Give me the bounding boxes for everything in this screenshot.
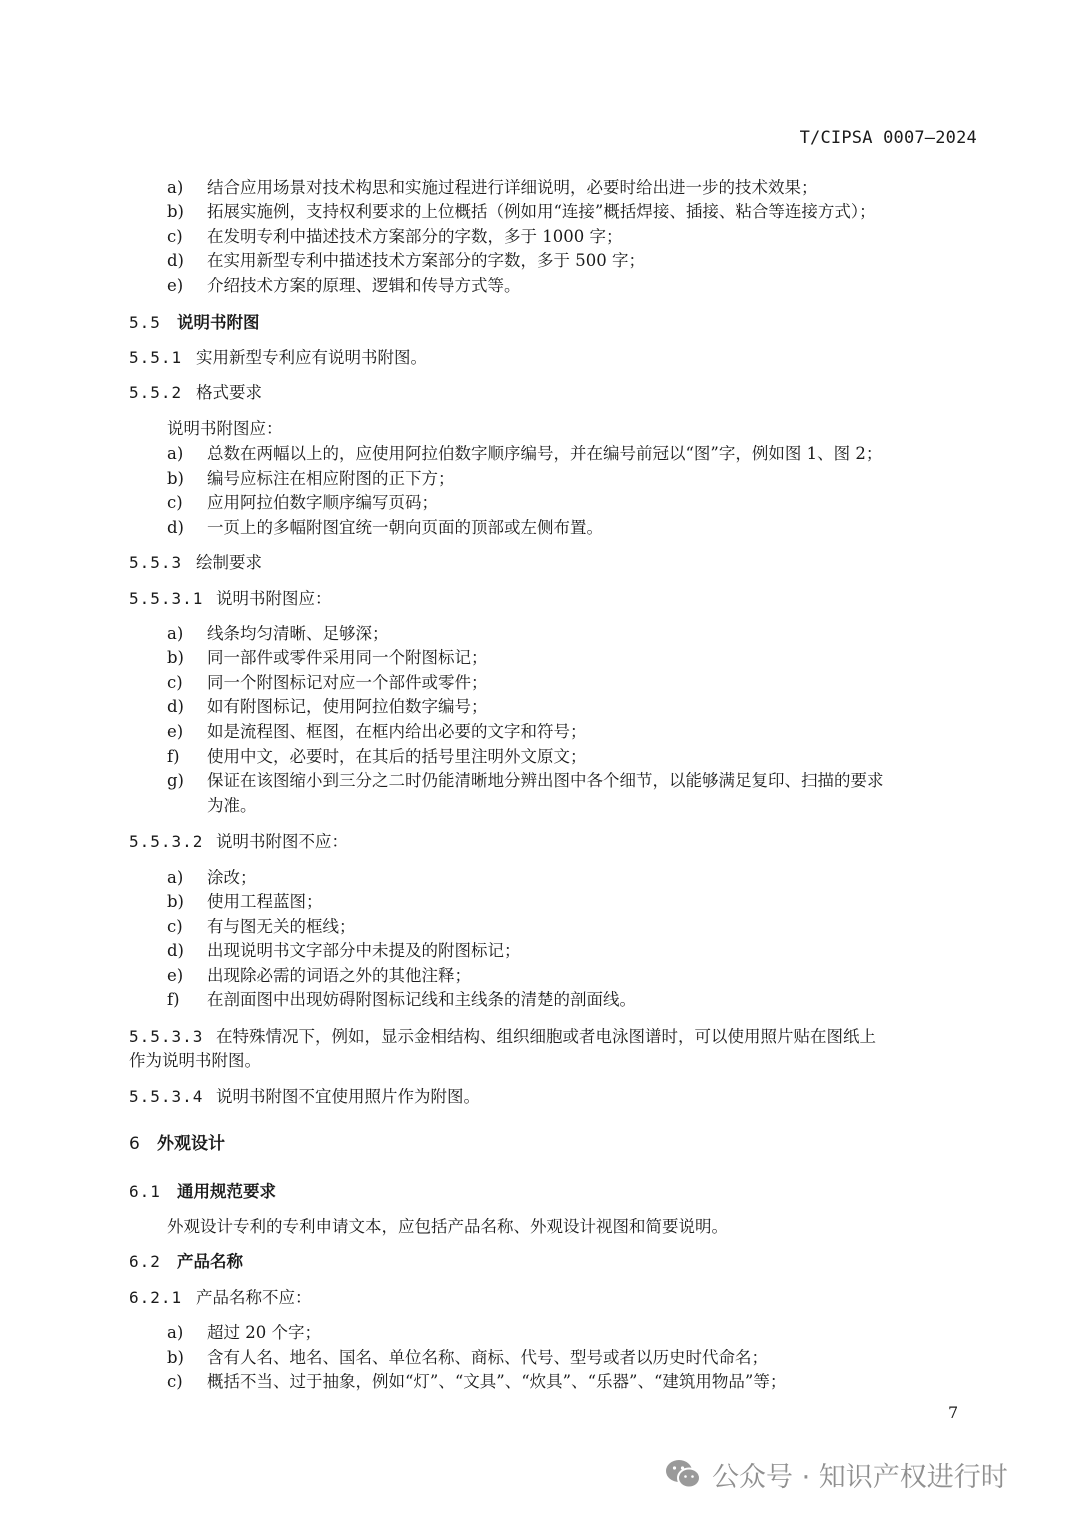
clause-text: 在特殊情况下，例如，显示金相结构、组织细胞或者电泳图谱时，可以使用照片贴在图纸上 bbox=[216, 1027, 876, 1046]
section-number: 5.5 bbox=[129, 313, 161, 332]
clause-number: 6.2.1 bbox=[129, 1288, 183, 1307]
list-label: e) bbox=[167, 966, 184, 985]
list-label: c) bbox=[167, 227, 183, 246]
list-label: a) bbox=[167, 1323, 184, 1342]
paragraph-text: 外观设计专利的专利申请文本，应包括产品名称、外观设计视图和简要说明。 bbox=[167, 1217, 728, 1236]
list-label: b) bbox=[167, 202, 184, 221]
section-title: 产品名称 bbox=[177, 1252, 243, 1271]
list-label: a) bbox=[167, 624, 184, 643]
wechat-icon bbox=[664, 1458, 702, 1490]
section-title: 通用规范要求 bbox=[177, 1182, 276, 1201]
clause-number: 5.5.3.3 bbox=[129, 1027, 204, 1046]
list-text: 概括不当、过于抽象，例如“灯”、“文具”、“炊具”、“乐器”、“建筑用物品”等； bbox=[207, 1372, 787, 1391]
clause-text: 说明书附图应： bbox=[216, 589, 332, 608]
page-number: 7 bbox=[948, 1403, 959, 1422]
chapter-title: 外观设计 bbox=[157, 1134, 225, 1154]
list-label: c) bbox=[167, 1372, 183, 1391]
list-text: 如是流程图、框图，在框内给出必要的文字和符号； bbox=[207, 722, 587, 741]
list-text: 一页上的多幅附图宜统一朝向页面的顶部或左侧布置。 bbox=[207, 518, 603, 537]
list-label: a) bbox=[167, 444, 184, 463]
list-label: b) bbox=[167, 892, 184, 911]
clause-number: 5.5.2 bbox=[129, 383, 183, 402]
list-text: 保证在该图缩小到三分之二时仍能清晰地分辨出图中各个细节，以能够满足复印、扫描的要求 bbox=[207, 771, 884, 790]
list-text: 在发明专利中描述技术方案部分的字数，多于 1000 字； bbox=[207, 227, 623, 246]
list-text: 介绍技术方案的原理、逻辑和传导方式等。 bbox=[207, 276, 521, 295]
list-label: a) bbox=[167, 868, 184, 887]
list-text: 线条均匀清晰、足够深； bbox=[207, 624, 389, 643]
list-text: 如有附图标记，使用阿拉伯数字编号； bbox=[207, 697, 488, 716]
list-label: d) bbox=[167, 251, 184, 270]
list-label: c) bbox=[167, 673, 183, 692]
list-label: d) bbox=[167, 518, 184, 537]
list-text: 使用工程蓝图； bbox=[207, 892, 323, 911]
list-text: 在实用新型专利中描述技术方案部分的字数，多于 500 字； bbox=[207, 251, 645, 270]
list-text: 同一部件或零件采用同一个附图标记； bbox=[207, 648, 488, 667]
list-text: 在剖面图中出现妨碍附图标记线和主线条的清楚的剖面线。 bbox=[207, 990, 636, 1009]
list-text: 为准。 bbox=[207, 796, 257, 815]
watermark-text: 公众号 · 知识产权进行时 bbox=[712, 1461, 1008, 1493]
section-title: 说明书附图 bbox=[177, 313, 260, 332]
list-text: 同一个附图标记对应一个部件或零件； bbox=[207, 673, 488, 692]
clause-title: 绘制要求 bbox=[196, 553, 262, 572]
list-label: d) bbox=[167, 697, 184, 716]
clause-text: 说明书附图不应： bbox=[216, 832, 348, 851]
clause-number: 5.5.3.1 bbox=[129, 589, 204, 608]
intro-text: 说明书附图应： bbox=[167, 419, 283, 438]
list-label: g) bbox=[167, 771, 184, 790]
list-label: b) bbox=[167, 1348, 184, 1367]
list-label: b) bbox=[167, 648, 184, 667]
watermark bbox=[664, 1456, 1008, 1492]
list-label: b) bbox=[167, 469, 184, 488]
section-number: 6.2 bbox=[129, 1252, 161, 1271]
clause-number: 5.5.3.2 bbox=[129, 832, 204, 851]
list-text: 超过 20 个字； bbox=[207, 1323, 321, 1342]
list-text: 含有人名、地名、国名、单位名称、商标、代号、型号或者以历史时代命名； bbox=[207, 1348, 768, 1367]
clause-number: 5.5.1 bbox=[129, 348, 183, 367]
section-number: 6.1 bbox=[129, 1182, 161, 1201]
list-label: c) bbox=[167, 493, 183, 512]
list-label: e) bbox=[167, 722, 184, 741]
list-text: 结合应用场景对技术构思和实施过程进行详细说明，必要时给出进一步的技术效果； bbox=[207, 178, 818, 197]
clause-title: 格式要求 bbox=[196, 383, 262, 402]
list-text: 总数在两幅以上的，应使用阿拉伯数字顺序编号，并在编号前冠以“图”字，例如图 1、图 2； bbox=[207, 444, 883, 463]
list-label: a) bbox=[167, 178, 184, 197]
clause-number: 5.5.3.4 bbox=[129, 1087, 204, 1106]
clause-text: 说明书附图不宜使用照片作为附图。 bbox=[216, 1087, 480, 1106]
list-label: f) bbox=[167, 747, 180, 766]
clause-text: 产品名称不应： bbox=[196, 1288, 312, 1307]
chapter-number: 6 bbox=[129, 1134, 140, 1154]
list-label: e) bbox=[167, 276, 184, 295]
list-text: 编号应标注在相应附图的正下方； bbox=[207, 469, 455, 488]
clause-text: 作为说明书附图。 bbox=[129, 1051, 261, 1070]
list-text: 使用中文，必要时，在其后的括号里注明外文原文； bbox=[207, 747, 587, 766]
document-code: T/CIPSA 0007—2024 bbox=[799, 128, 977, 148]
list-label: d) bbox=[167, 941, 184, 960]
list-text: 拓展实施例，支持权利要求的上位概括（例如用“连接”概括焊接、插接、粘合等连接方式）； bbox=[207, 202, 876, 221]
list-text: 出现除必需的词语之外的其他注释； bbox=[207, 966, 471, 985]
list-text: 出现说明书文字部分中未提及的附图标记； bbox=[207, 941, 521, 960]
clause-text: 实用新型专利应有说明书附图。 bbox=[196, 348, 427, 367]
clause-number: 5.5.3 bbox=[129, 553, 183, 572]
list-text: 有与图无关的框线； bbox=[207, 917, 356, 936]
list-label: f) bbox=[167, 990, 180, 1009]
list-label: c) bbox=[167, 917, 183, 936]
list-text: 涂改； bbox=[207, 868, 257, 887]
list-text: 应用阿拉伯数字顺序编写页码； bbox=[207, 493, 438, 512]
